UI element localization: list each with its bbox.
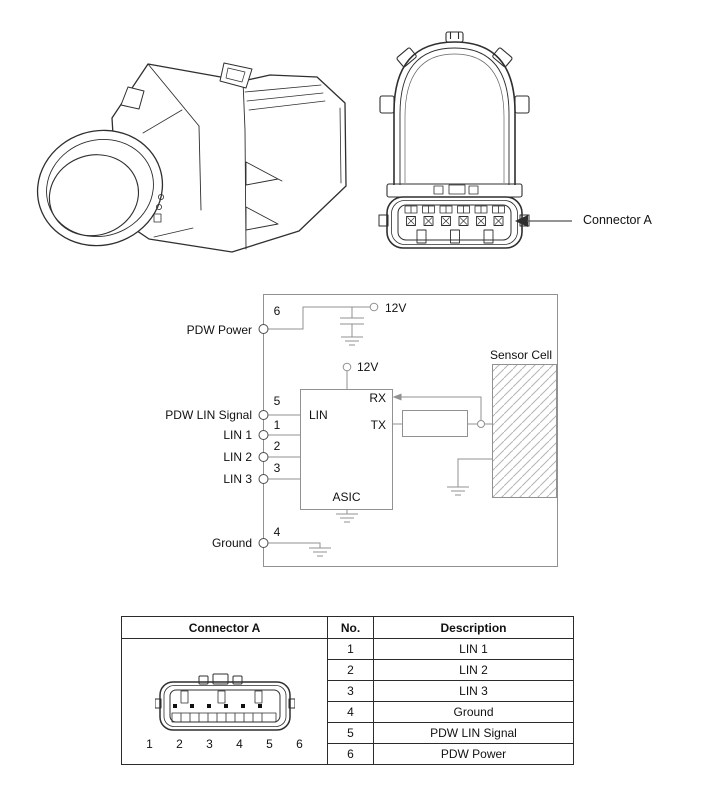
pin-terminal-5: [259, 411, 268, 420]
circuit-pin-label-lin2: LIN 2: [223, 450, 252, 464]
ground-symbol-cell: [447, 487, 469, 495]
terminal-12v-top: [370, 303, 378, 311]
circuit-pin-number-1: 1: [273, 418, 281, 432]
circuit-pin-number-5: 5: [273, 394, 281, 408]
capacitor: [340, 307, 364, 337]
table-cell-no: 6: [328, 744, 374, 765]
table-cell-description: PDW Power: [374, 744, 574, 765]
connector-a-callout-label: Connector A: [583, 213, 652, 227]
table-cell-no: 2: [328, 660, 374, 681]
table-cell-description: LIN 2: [374, 660, 574, 681]
table-cell-description: Ground: [374, 702, 574, 723]
table-connector-illustration: [155, 673, 295, 735]
table-cell-no: 5: [328, 723, 374, 744]
supply-12v-top-label: 12V: [385, 301, 407, 315]
driver-block: [403, 411, 468, 437]
table-connector-comb: [172, 713, 276, 722]
header-description: Description: [374, 617, 574, 639]
rx-arrowhead: [393, 394, 402, 401]
pin-terminal-2: [259, 453, 268, 462]
flange: [387, 184, 522, 197]
circuit-pin-label-lin1: LIN 1: [223, 428, 252, 442]
wire-rx: [401, 397, 481, 420]
table-cell-description: LIN 1: [374, 639, 574, 660]
circuit-schematic: [259, 295, 558, 567]
table-header-row: [122, 617, 574, 639]
chip-asic-label: ASIC: [332, 490, 361, 504]
table-cell-no: 4: [328, 702, 374, 723]
table-row: [122, 639, 574, 660]
circuit-pin-number-3: 3: [273, 461, 281, 475]
table-cell-description: PDW LIN Signal: [374, 723, 574, 744]
table-cell-description: LIN 3: [374, 681, 574, 702]
ground-symbol-capacitor: [341, 337, 363, 345]
pin-terminal-3: [259, 475, 268, 484]
chip-rx-label: RX: [369, 391, 386, 405]
sensor-cell-box: [493, 365, 557, 498]
connector-pinout-table: [121, 616, 574, 765]
circuit-pin-number-2: 2: [273, 439, 281, 453]
circuit-pin-label-pdw-power: PDW Power: [186, 323, 252, 337]
wire-cell-ground: [458, 459, 492, 487]
connector-pins: [407, 217, 504, 226]
terminal-12v-chip: [343, 363, 351, 371]
pin-terminal-4: [259, 539, 268, 548]
table-connector-pins: [173, 704, 262, 708]
wire-ground: [263, 543, 320, 548]
ground-symbol-asic: [336, 514, 358, 522]
table-cell-no: 3: [328, 681, 374, 702]
junction-terminal: [478, 421, 485, 428]
supply-12v-chip-label: 12V: [357, 360, 379, 374]
sensor-front-illustration: [379, 32, 572, 248]
sensor-3d-illustration: [22, 63, 346, 262]
circuit-pin-label-pdw-lin-signal: PDW LIN Signal: [165, 408, 252, 422]
side-tab-left: [380, 96, 394, 113]
header-connector-a: Connector A: [122, 617, 328, 639]
pin-terminal-1: [259, 431, 268, 440]
chip-lin-label: LIN: [309, 408, 328, 422]
header-no: No.: [328, 617, 374, 639]
circuit-pin-label-ground: Ground: [211, 536, 252, 550]
circuit-pin-number-4: 4: [273, 525, 281, 539]
connector-slots: [405, 206, 505, 213]
circuit-pin-number-6: 6: [273, 304, 281, 318]
chip-tx-label: TX: [370, 418, 386, 432]
dome-outline-outer: [394, 42, 515, 185]
dome-outline-inner: [400, 48, 509, 185]
circuit-pin-label-lin3: LIN 3: [223, 472, 252, 486]
connector-drawing-cell: [122, 639, 328, 765]
side-tab-right: [515, 96, 529, 113]
table-cell-no: 1: [328, 639, 374, 660]
ground-symbol-pin4: [309, 548, 331, 556]
sensor-cell-label: Sensor Cell: [489, 348, 553, 362]
pin-terminal-6: [259, 325, 268, 334]
table-connector-pin-numbers: 1 2 3 4 5 6: [146, 737, 313, 751]
top-tab: [446, 32, 463, 42]
connector-lower-tabs: [417, 230, 493, 243]
